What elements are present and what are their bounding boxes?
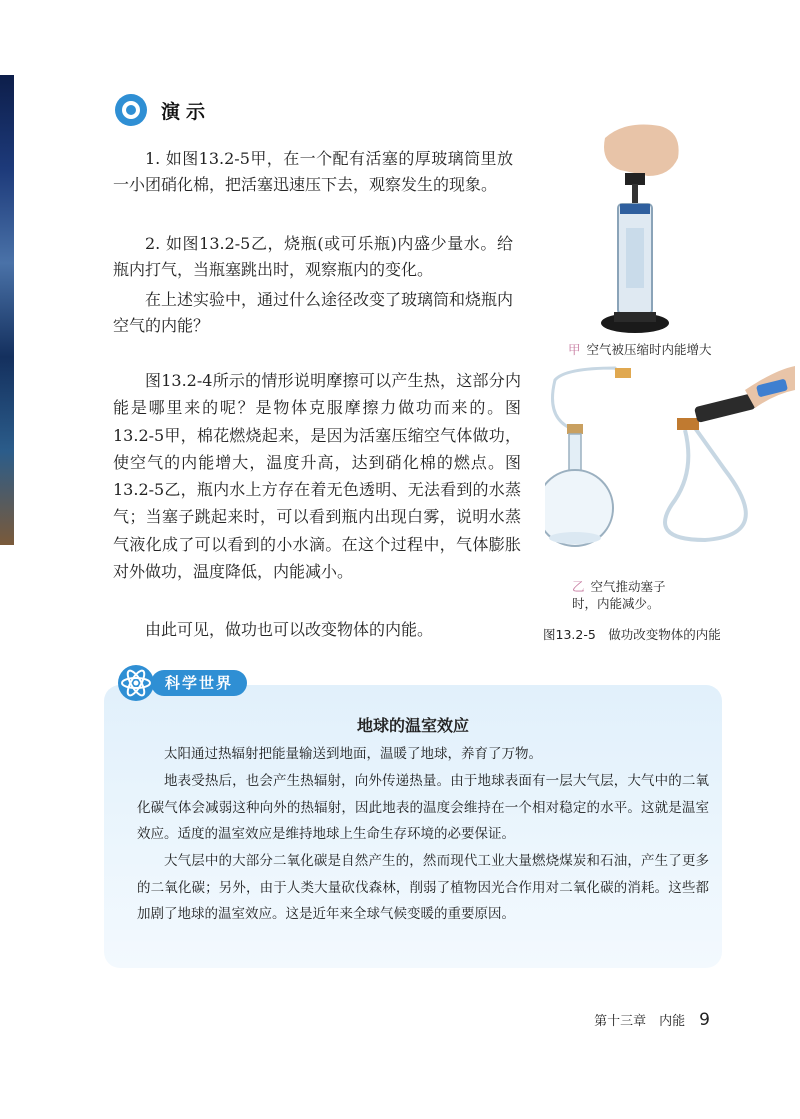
science-world-label: 科学世界: [151, 670, 247, 696]
science-world-tab: [117, 664, 247, 702]
chapter-label: 第十三章 内能: [594, 1014, 686, 1029]
explanation-paragraph: 图13.2-4所示的情形说明摩擦可以产生热，这部分内能是哪里来的呢？是物体克服摩擦力做功而来的。图13.2-5甲，棉花燃烧起来，是因为活塞压缩空气体做功，使空气的内能增大，温度升高，达到硝化棉的燃点。图13.2-5乙，瓶内水上方存在着无色透明、无法看到的水蒸气；当塞子跳起来时，可以看到瓶内出现白雾，说明水蒸气液化成了可以看到的小水滴。在这个过程中，气体膨胀对外做功，温度降低，内能减小。: [113, 371, 521, 582]
figure-b-text-1: 空气推动塞子: [590, 579, 666, 594]
page-number: 9: [699, 1010, 710, 1030]
figure-b-text-2: 时，内能减少。: [572, 596, 660, 611]
conclusion-paragraph: 由此可见，做功也可以改变物体的内能。: [145, 620, 434, 639]
figure-caption: 图13.2-5 做功改变物体的内能: [543, 627, 721, 642]
figure-b-caption: [572, 578, 666, 612]
demo-heading: [113, 92, 211, 128]
demo-step-2: 2. 如图13.2-5乙，烧瓶(或可乐瓶)内盛少量水。给瓶内打气，当瓶塞跳出时，观察瓶内的变化。: [113, 234, 513, 279]
figure-a-text: 空气被压缩时内能增大: [586, 342, 712, 357]
figure-a-caption: [568, 340, 712, 358]
figure-a-label: 甲: [568, 342, 581, 357]
science-title: 地球的温室效应: [356, 716, 469, 735]
flask-pump-illustration: [545, 360, 795, 570]
figure-b-label: 乙: [572, 579, 585, 594]
edge-photo-strip: [0, 75, 14, 545]
demo-title: 演示: [161, 100, 212, 123]
atom-icon: [117, 664, 155, 702]
science-paragraph-1: 太阳通过热辐射把能量输送到地面，温暖了地球，养育了万物。: [164, 746, 542, 762]
compression-cylinder-illustration: [570, 118, 700, 338]
science-paragraph-3: 大气层中的大部分二氧化碳是自然产生的，然而现代工业大量燃烧煤炭和石油，产生了更多的二氧化碳；另外，由于人类大量砍伐森林，削弱了植物因光合作用对二氧化碳的消耗。这些都加剧了地球的温室效应。这是近年来全球气候变暖的重要原因。: [137, 853, 709, 922]
science-paragraph-2: 地表受热后，也会产生热辐射，向外传递热量。由于地球表面有一层大气层，大气中的二氧化碳气体会减弱这种向外的热辐射，因此地表的温度会维持在一个相对稳定的水平。这就是温室效应。适度的温室效应是维持地球上生命生存环境的必要保证。: [137, 773, 709, 842]
demo-icon: [113, 92, 149, 128]
demo-step-1: 1. 如图13.2-5甲，在一个配有活塞的厚玻璃筒里放一小团硝化棉，把活塞迅速压下去，观察发生的现象。: [113, 149, 513, 194]
demo-question: 在上述实验中，通过什么途径改变了玻璃筒和烧瓶内空气的内能？: [113, 290, 514, 335]
page-footer: [594, 1010, 710, 1030]
